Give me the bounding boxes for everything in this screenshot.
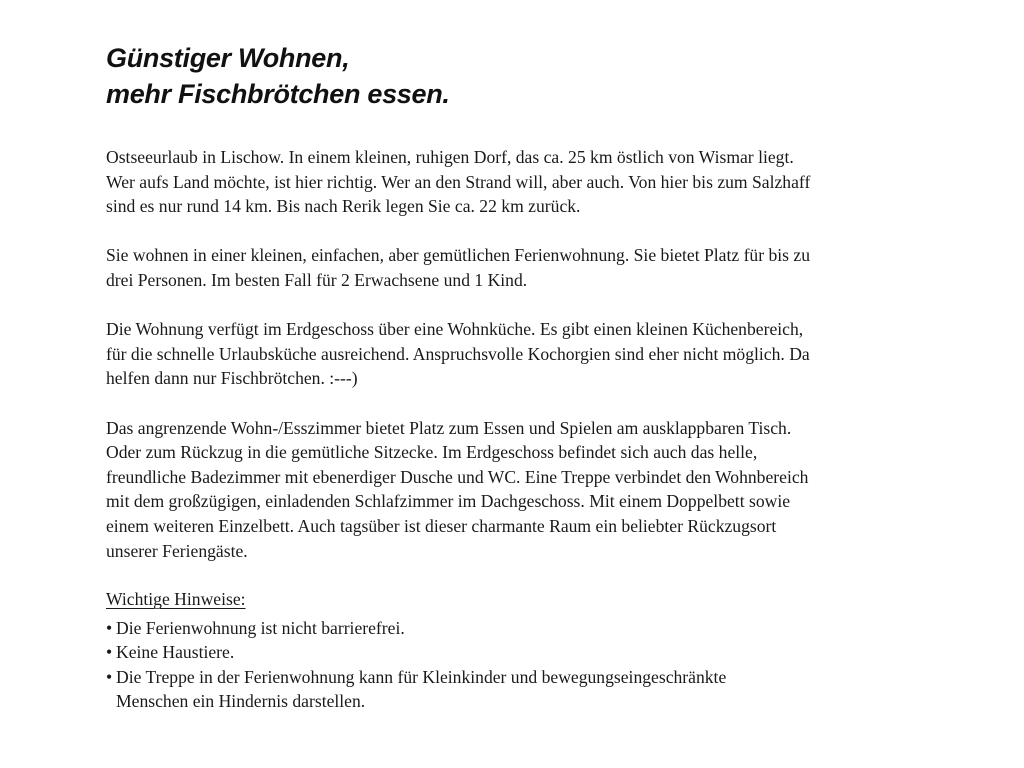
document-page bbox=[106, 40, 986, 714]
list-item-text: Menschen ein Hindernis darstellen. bbox=[116, 691, 366, 712]
text-line: Das angrenzende Wohn-/Esszimmer bietet Platz zum Essen und Spielen am ausklappbaren Tisch. bbox=[106, 417, 792, 438]
notes-section bbox=[106, 563, 986, 714]
text-line: Ostseeurlaub in Lischow. In einem kleinen, ruhigen Dorf, das ca. 25 km östlich von Wismar liegt. bbox=[106, 147, 794, 167]
text-line: helfen dann nur Fischbrötchen. :---) bbox=[106, 368, 358, 389]
list-item bbox=[106, 665, 986, 714]
page-title bbox=[106, 40, 986, 112]
paragraph-kitchen bbox=[106, 317, 986, 391]
paragraph-capacity bbox=[106, 243, 986, 292]
list-item-text: Keine Haustiere. bbox=[116, 642, 235, 663]
text-line: freundliche Badezimmer mit ebenerdiger Dusche und WC. Eine Treppe verbindet den Wohnbereich bbox=[106, 466, 809, 487]
title-line: mehr Fischbrötchen essen. bbox=[106, 79, 450, 109]
text-line: Sie wohnen in einer kleinen, einfachen, aber gemütlichen Ferienwohnung. Sie bietet Platz für bis zu bbox=[106, 245, 811, 266]
list-item-text: Die Treppe in der Ferienwohnung kann für Kleinkinder und bewegungseingeschränkte bbox=[116, 666, 727, 687]
list-item bbox=[106, 616, 986, 641]
text-line: unserer Feriengäste. bbox=[106, 540, 248, 561]
paragraph-location bbox=[106, 145, 986, 219]
list-item bbox=[106, 640, 986, 665]
text-line: Wer aufs Land möchte, ist hier richtig. Wer an den Strand will, aber auch. Von hier bis zum Salzhaff bbox=[106, 171, 811, 192]
text-line: drei Personen. Im besten Fall für 2 Erwachsene und 1 Kind. bbox=[106, 269, 528, 290]
bullet-icon: • bbox=[106, 666, 113, 687]
notes-list bbox=[106, 616, 986, 714]
bullet-icon: • bbox=[106, 642, 113, 663]
text-line: Oder zum Rückzug in die gemütliche Sitzecke. Im Erdgeschoss befindet sich auch das helle, bbox=[106, 442, 758, 463]
text-line: sind es nur rund 14 km. Bis nach Rerik legen Sie ca. 22 km zurück. bbox=[106, 196, 581, 217]
text-line: für die schnelle Urlaubsküche ausreichend. Anspruchsvolle Kochorgien sind eher nicht möglich. Da bbox=[106, 343, 810, 364]
notes-heading: Wichtige Hinweise: bbox=[106, 589, 246, 610]
list-item-text: Die Ferienwohnung ist nicht barrierefrei. bbox=[116, 617, 405, 638]
body-text bbox=[106, 145, 986, 714]
text-line: mit dem großzügigen, einladenden Schlafzimmer im Dachgeschoss. Mit einem Doppelbett sowie bbox=[106, 491, 791, 512]
text-line: Die Wohnung verfügt im Erdgeschoss über eine Wohnküche. Es gibt einen kleinen Küchenbereich, bbox=[106, 319, 804, 340]
text-line: einem weiteren Einzelbett. Auch tagsüber ist dieser charmante Raum ein beliebter Rückzugsort bbox=[106, 515, 777, 536]
title-line: Günstiger Wohnen, bbox=[106, 43, 350, 73]
bullet-icon: • bbox=[106, 617, 113, 638]
paragraph-rooms bbox=[106, 416, 986, 564]
